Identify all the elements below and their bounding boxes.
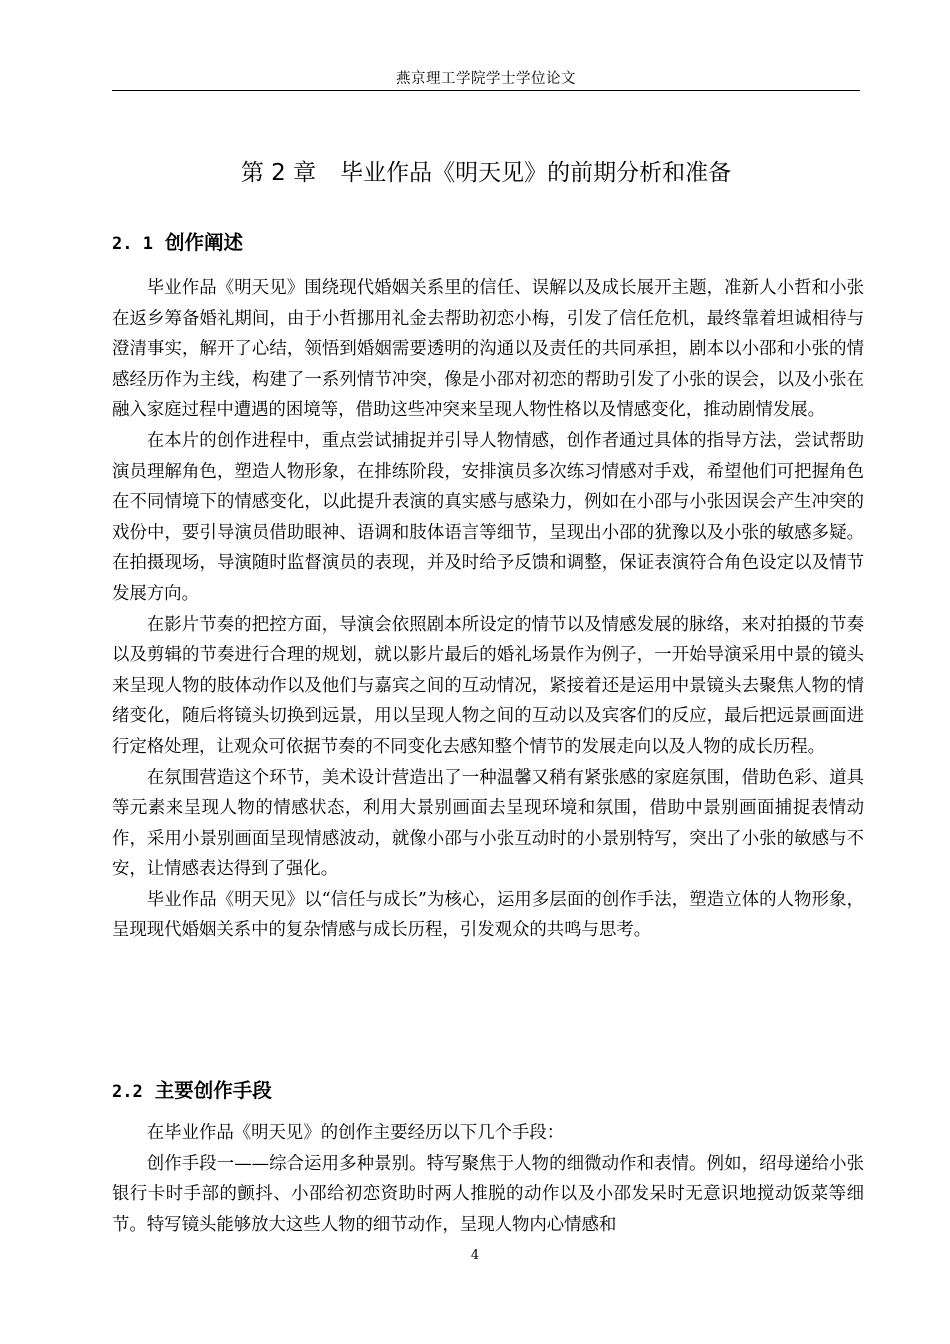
section-number: 2.2 — [112, 1082, 143, 1102]
section-title: 主要创作手段 — [154, 1079, 272, 1102]
running-header: 燕京理工学院学士学位论文 — [396, 71, 576, 87]
paragraph: 在本片的创作进程中，重点尝试捕捉并引导人物情感，创作者通过具体的指导方法，尝试帮助演员理解角色，塑造人物形象，在排练阶段，安排演员多次练习情感对手戏，希望他们可把握角色在不同情境下的情感变化，以此提升表演的真实感与感染力，例如在小邵与小张因误会产生冲突的戏份中，要引导演员借助眼神、语调和肢体语言等细节，呈现出小邵的犹豫以及小张的敏感多疑。在拍摄现场，导演随时监督演员的表现，并及时给予反馈和调整，保证表演符合角色设定以及情节发展方向。 — [112, 430, 864, 604]
paragraph: 毕业作品《明天见》围绕现代婚姻关系里的信任、误解以及成长展开主题，准新人小哲和小张在返乡筹备婚礼期间，由于小哲挪用礼金去帮助初恋小梅，引发了信任危机，最终靠着坦诚相待与澄清事实，解开了心结，领悟到婚姻需要透明的沟通以及责任的共同承担，剧本以小邵和小张的情感经历作为主线，构建了一系列情节冲突，像是小邵对初恋的帮助引发了小张的误会，以及小张在融入家庭过程中遭遇的困境等，借助这些冲突来呈现人物性格以及情感变化，推动剧情发展。 — [112, 278, 864, 421]
paragraph: 创作手段一——综合运用多种景别。特写聚焦于人物的细微动作和表情。例如，绍母递给小张银行卡时手部的颤抖、小邵给初恋资助时两人推脱的动作以及小邵发呆时无意识地搅动饭菜等细节。特写镜头能够放大这些人物的细节动作，呈现人物内心情感和 — [112, 1153, 864, 1235]
paragraph: 毕业作品《明天见》以“信任与成长”为核心，运用多层面的创作手法，塑造立体的人物形象，呈现现代婚姻关系中的复杂情感与成长历程，引发观众的共鸣与思考。 — [112, 889, 864, 941]
section-2-2-body — [112, 1118, 864, 1240]
chapter-number: 第 2 章 — [240, 160, 317, 186]
section-heading-2-2 — [112, 1076, 860, 1107]
header-divider — [112, 90, 860, 91]
page-number: 4 — [470, 1248, 480, 1263]
paragraph: 在影片节奏的把控方面，导演会依照剧本所设定的情节以及情感发展的脉络，来对拍摄的节奏以及剪辑的节奏进行合理的规划，就以影片最后的婚礼场景作为例子，一开始导演采用中景的镜头来呈现人物的肢体动作以及他们与嘉宾之间的互动情况，紧接着还是运用中景镜头去聚焦人物的情绪变化，随后将镜头切换到远景，用以呈现人物之间的互动以及宾客们的反应，最后把远景画面进行定格处理，让观众可依据节奏的不同变化去感知整个情节的发展走向以及人物的成长历程。 — [112, 614, 864, 757]
section-heading-2-1 — [112, 228, 860, 259]
paragraph: 在氛围营造这个环节，美术设计营造出了一种温馨又稍有紧张感的家庭氛围，借助色彩、道具等元素来呈现人物的情感状态，利用大景别画面去呈现环境和氛围，借助中景别画面捕捉表情动作，采用小景别画面呈现情感波动，就像小邵与小张互动时的小景别特写，突出了小张的敏感与不安，让情感表达得到了强化。 — [112, 767, 864, 880]
chapter-title — [112, 156, 860, 190]
section-number: 2. 1 — [112, 234, 153, 254]
chapter-title-text: 毕业作品《明天见》的前期分析和准备 — [340, 160, 732, 186]
paragraph: 在毕业作品《明天见》的创作主要经历以下几个手段： — [146, 1123, 565, 1143]
section-2-1-body — [112, 273, 864, 946]
section-title: 创作阐述 — [164, 231, 243, 254]
